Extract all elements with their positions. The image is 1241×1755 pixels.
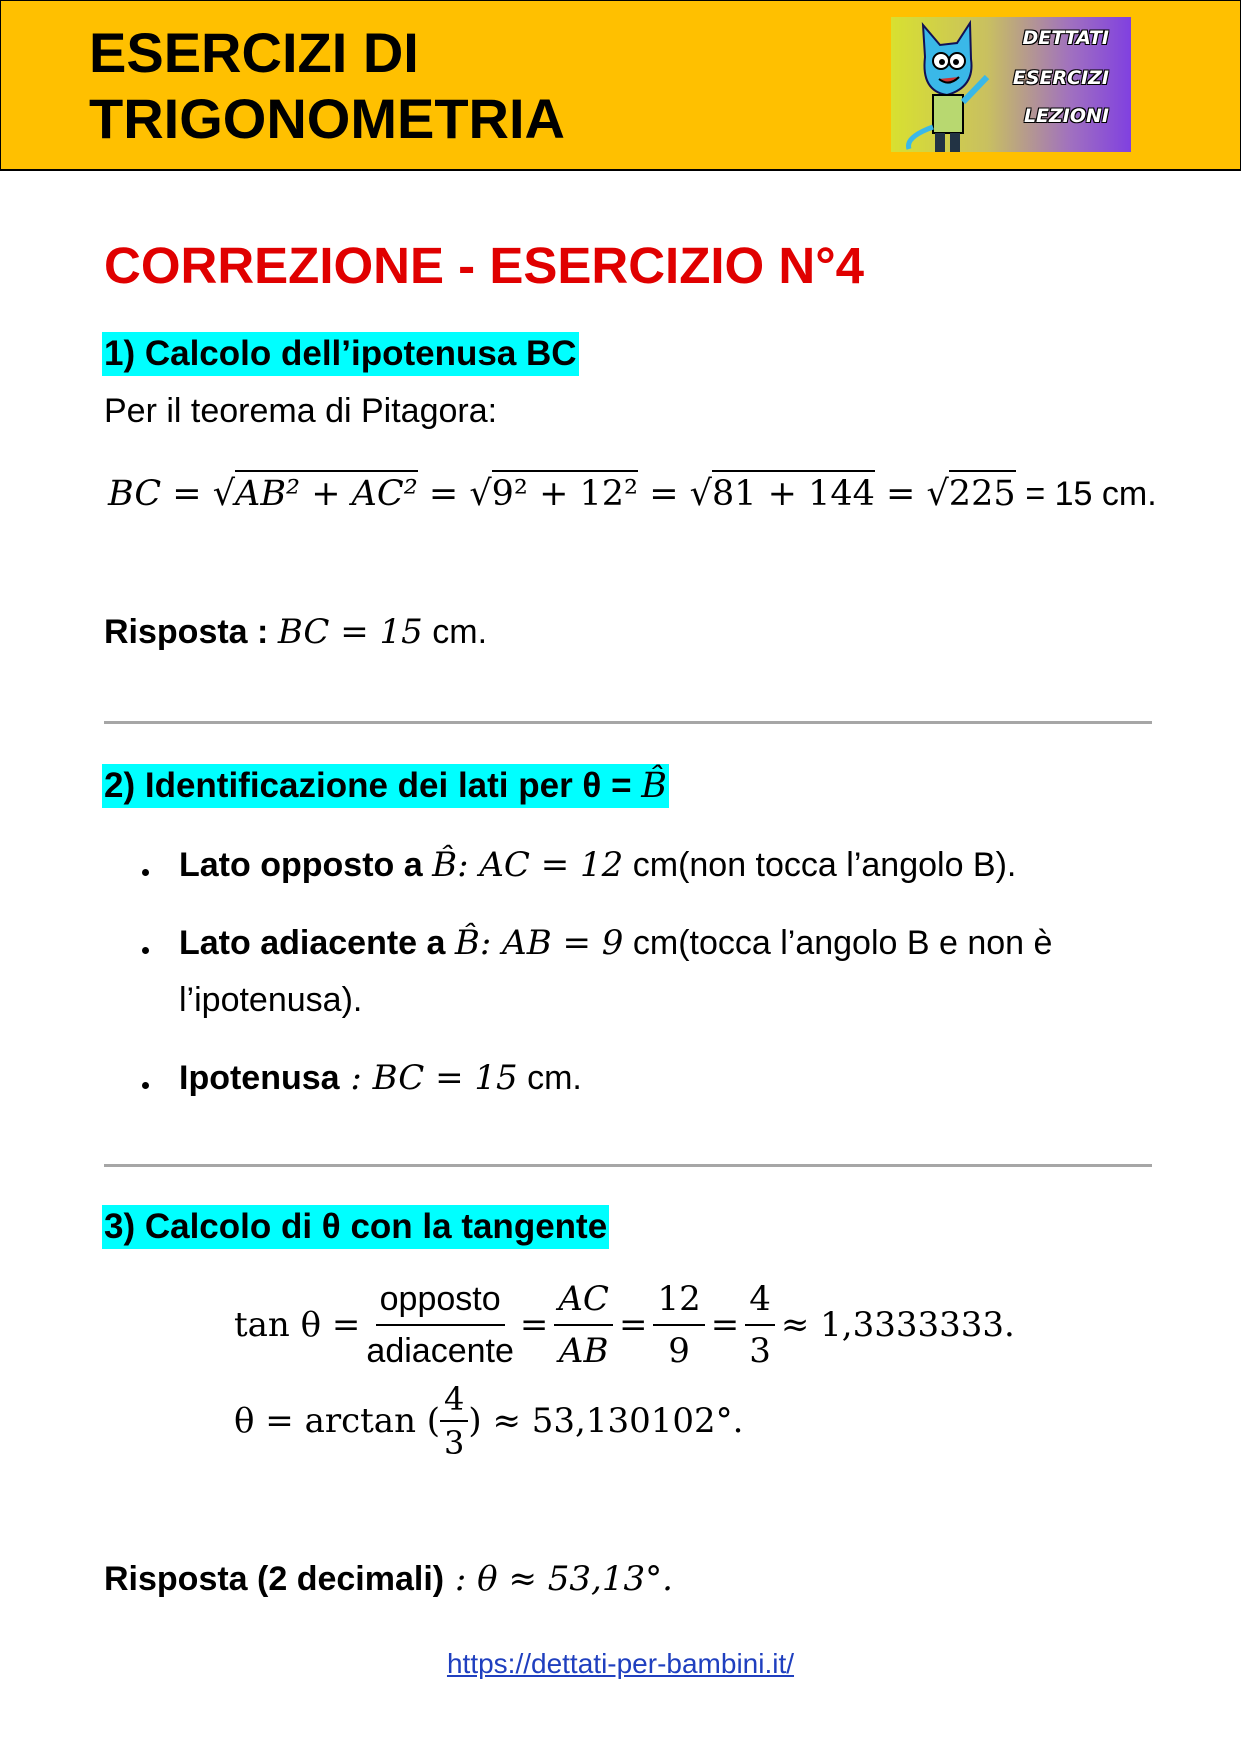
denominator: 3 — [749, 1331, 771, 1371]
item-text: cm(non tocca l’angolo B). — [623, 846, 1017, 884]
fraction — [653, 1276, 704, 1374]
item-math: : BC = 15 — [339, 1058, 518, 1098]
answer-label: Risposta : — [104, 613, 269, 651]
numerator: 4 — [440, 1380, 468, 1422]
answer-math: BC = 15 — [277, 612, 423, 652]
bullet-icon — [142, 869, 149, 876]
header-title-line1: ESERCIZI DI — [89, 21, 419, 84]
fraction — [554, 1276, 613, 1374]
sqrt-term-3: 81 + 144 — [712, 470, 875, 514]
pythagoras-formula: BC = √AB² + AC² = √9² + 12² = √81 + 144 = √225 = 15 cm. — [108, 474, 1157, 514]
denominator: 3 — [444, 1424, 465, 1462]
fraction — [745, 1276, 775, 1374]
numerator: 4 — [745, 1276, 775, 1326]
theta-lhs: θ = arctan ( — [234, 1401, 441, 1441]
item-label: Lato adiacente a — [179, 924, 455, 962]
item-angle: B̂ — [454, 923, 480, 963]
section-3-answer — [104, 1559, 673, 1599]
bullet-icon — [142, 1082, 149, 1089]
sqrt-term-1: AB² + AC² — [235, 470, 418, 514]
item-angle: B̂ — [432, 845, 458, 885]
header-banner — [0, 0, 1241, 171]
item-text: cm. — [517, 1059, 582, 1097]
bullet-icon — [142, 947, 149, 954]
numerator: 12 — [653, 1276, 704, 1326]
item-label: Lato opposto a — [179, 846, 433, 884]
header-title-line2: TRIGONOMETRIA — [89, 87, 565, 150]
section-2-heading — [102, 764, 669, 808]
list-item — [179, 845, 1016, 885]
item-math: : AC = 12 — [457, 845, 624, 885]
list-item — [179, 923, 1052, 963]
divider — [104, 1164, 1152, 1167]
item-math: : AB = 9 — [479, 923, 624, 963]
section-1-heading: 1) Calcolo dell’ipotenusa BC — [102, 332, 579, 376]
logo-word-dettati: DETTATI — [1022, 27, 1109, 49]
list-item — [179, 1058, 582, 1098]
cat-mascot-icon — [895, 17, 1005, 152]
item-label: Ipotenusa — [179, 1059, 340, 1097]
tangent-formula: tan θ = $\frac{\text{opposto}}{\text{adiacente}}$ = $\frac{AC}{AB}$ = $\frac{12}{9}$ = $\frac{4}{3}$ ≈ 1,3333333. — [234, 1276, 1015, 1374]
denominator: 9 — [668, 1331, 690, 1371]
tan-approx: ≈ 1,3333333. — [780, 1305, 1015, 1345]
sqrt-term-4: 225 — [949, 470, 1016, 514]
denominator: AB — [558, 1331, 609, 1371]
heading-math: B̂ — [641, 766, 667, 806]
section-1-intro: Per il teorema di Pitagora: — [104, 392, 498, 430]
list-item-continuation: l’ipotenusa). — [179, 981, 363, 1019]
answer-label: Risposta (2 decimali) — [104, 1560, 445, 1598]
logo-word-lezioni: LEZIONI — [1023, 105, 1109, 127]
site-logo — [891, 17, 1131, 152]
answer-unit: cm. — [422, 613, 488, 651]
item-text: cm(tocca l’angolo B e non è — [623, 924, 1053, 962]
formula-lhs: BC — [108, 474, 162, 514]
theta-rhs: ) ≈ 53,130102°. — [468, 1401, 744, 1441]
denominator: adiacente — [366, 1332, 514, 1370]
answer-math: : θ ≈ 53,13°. — [444, 1559, 673, 1599]
section-1-answer — [104, 612, 487, 652]
numerator: opposto — [376, 1276, 505, 1326]
page-title: CORREZIONE - ESERCIZIO N°4 — [104, 237, 864, 294]
fraction — [366, 1276, 513, 1374]
formula-result: = 15 cm. — [1025, 475, 1157, 513]
numerator: AC — [554, 1276, 613, 1326]
divider — [104, 721, 1152, 724]
tan-lhs: tan θ = — [234, 1305, 361, 1345]
sqrt-term-2: 9² + 12² — [492, 470, 638, 514]
heading-text: 2) Identificazione dei lati per θ = — [104, 766, 642, 805]
logo-word-esercizi: ESERCIZI — [1012, 67, 1109, 89]
fraction — [440, 1380, 468, 1462]
footer-link[interactable]: https://dettati-per-bambini.it/ — [446, 1648, 795, 1679]
arctan-formula — [234, 1380, 743, 1462]
section-3-heading: 3) Calcolo di θ con la tangente — [102, 1205, 609, 1249]
